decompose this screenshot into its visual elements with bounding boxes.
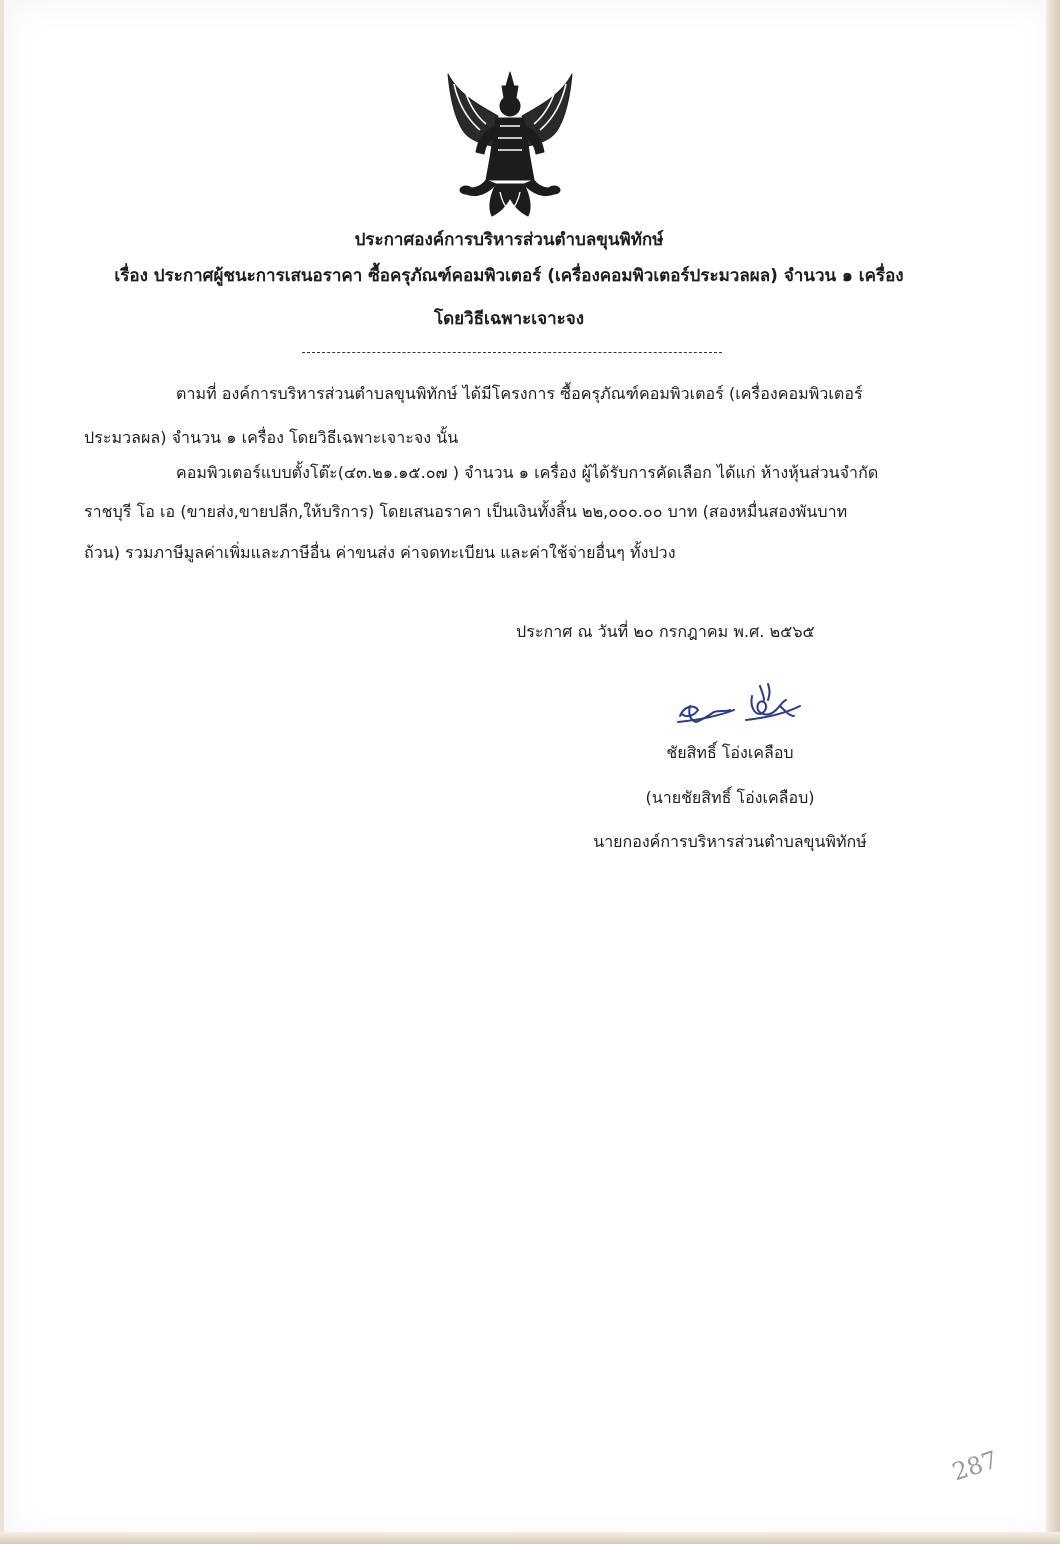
announcement-subject: เรื่อง ประกาศผู้ชนะการเสนอราคา ซื้อครุภัณฑ์คอมพิวเตอร์ (เครื่องคอมพิวเตอร์ประมวลผล) จำนวน ๑ เครื่อง	[114, 266, 904, 286]
handwritten-signature-icon	[668, 676, 808, 734]
paper-edge-right	[1046, 0, 1060, 1544]
body-paragraph-2-line-3: ถ้วน) รวมภาษีมูลค่าเพิ่มและภาษีอื่น ค่าขนส่ง ค่าจดทะเบียน และค่าใช้จ่ายอื่นๆ ทั้งปวง	[84, 543, 676, 562]
paper-edge-bottom	[0, 1532, 1060, 1544]
signatory-full-name: (นายชัยสิทธิ์ โอ่งเคลือบ)	[645, 788, 815, 807]
handwritten-page-number: 287	[948, 1445, 1002, 1487]
document-page	[4, 0, 1054, 1544]
body-paragraph-2-line-1: คอมพิวเตอร์แบบตั้งโต๊ะ(๔๓.๒๑.๑๕.๐๗ ) จำนวน ๑ เครื่อง ผู้ได้รับการคัดเลือก ได้แก่ ห้างหุ้นส่วนจำกัด	[176, 463, 879, 482]
body-paragraph-2-line-2: ราชบุรี โอ เอ (ขายส่ง,ขายปลีก,ให้บริการ) โดยเสนอราคา เป็นเงินทั้งสิ้น ๒๒,๐๐๐.๐๐ บาท (สองหมื่นสองพันบาท	[84, 502, 848, 521]
announcement-title: ประกาศองค์การบริหารส่วนตำบลขุนพิทักษ์	[354, 230, 664, 250]
signatory-name: ชัยสิทธิ์ โอ่งเคลือบ	[666, 743, 794, 762]
title-divider	[302, 352, 722, 353]
announcement-date: ประกาศ ณ วันที่ ๒๐ กรกฎาคม พ.ศ. ๒๕๖๕	[516, 622, 815, 641]
announcement-method: โดยวิธีเฉพาะเจาะจง	[433, 309, 585, 329]
body-paragraph-1-line-2: ประมวลผล) จำนวน ๑ เครื่อง โดยวิธีเฉพาะเจาะจง นั้น	[84, 428, 459, 447]
body-paragraph-1-line-1: ตามที่ องค์การบริหารส่วนตำบลขุนพิทักษ์ ได้มีโครงการ ซื้อครุภัณฑ์คอมพิวเตอร์ (เครื่องคอมพิวเตอร์	[176, 384, 863, 403]
garuda-emblem-icon	[440, 66, 580, 222]
signatory-position: นายกองค์การบริหารส่วนตำบลขุนพิทักษ์	[593, 832, 867, 851]
